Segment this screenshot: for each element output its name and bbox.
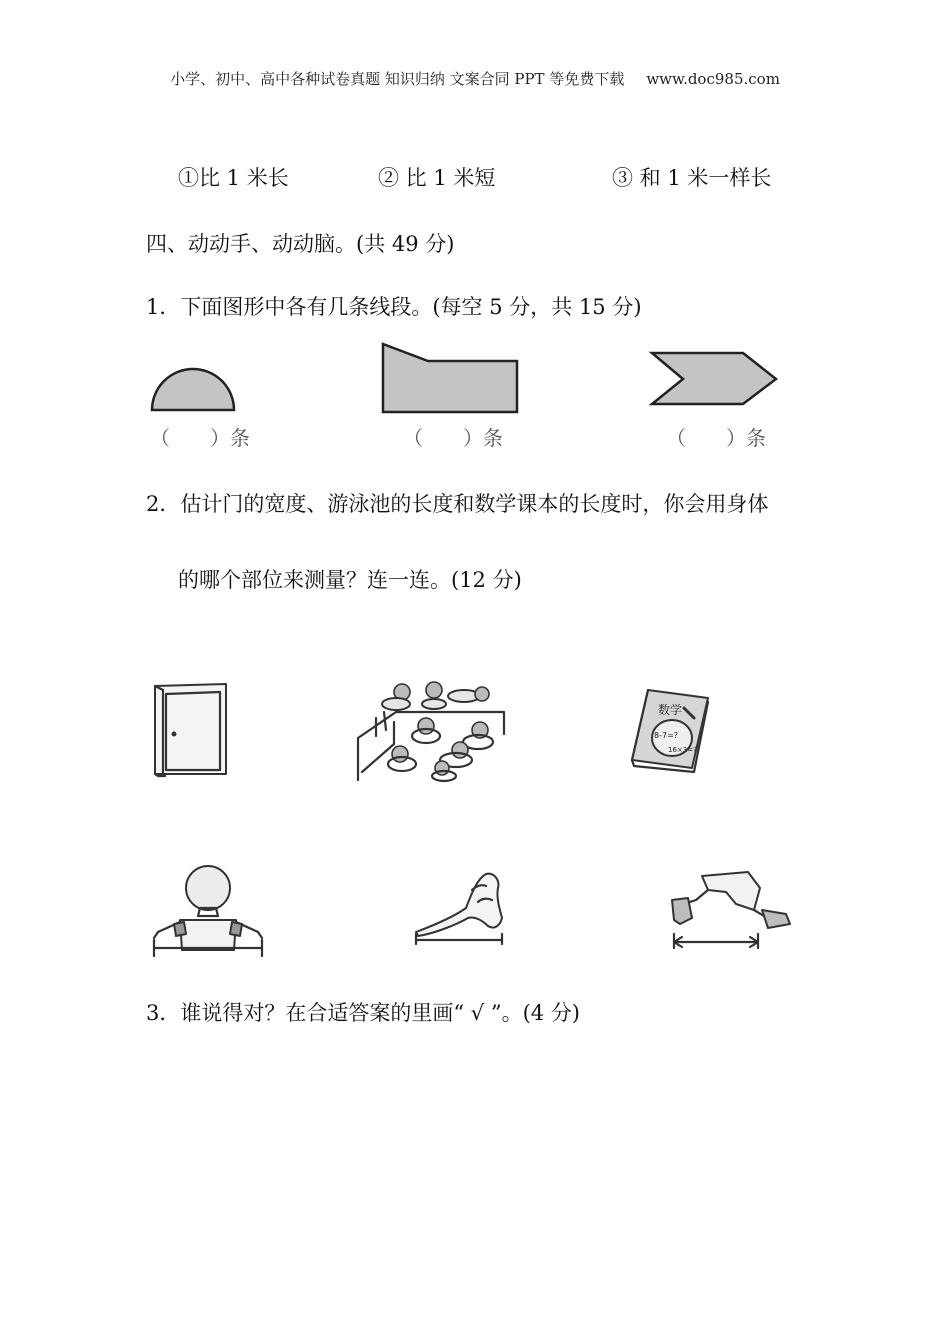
section-4-title: 四、动动手、动动脑。(共 49 分) <box>146 232 455 256</box>
swimmer-mid-top <box>422 682 446 709</box>
swimming-pool-picture <box>356 674 508 784</box>
door-picture <box>150 680 232 778</box>
swimmer-right-top <box>448 687 489 702</box>
q3-title: 3．谁说得对？在合适答案的里画“ √ ”。(4 分) <box>146 1001 580 1025</box>
book-math-1: 8-7=? <box>654 731 679 740</box>
book-math-2: 16×3=? <box>668 746 697 754</box>
swimmer-center <box>412 718 440 743</box>
pentagon-shape <box>380 340 522 416</box>
stride-picture <box>668 870 792 950</box>
q1-answer-2: （ ）条 <box>403 426 503 450</box>
page-header <box>0 68 950 89</box>
header-site: www.doc985.com <box>646 70 780 88</box>
option-1: ①比 1 米长 <box>178 166 289 190</box>
header-text: 小学、初中、高中各种试卷真题 知识归纳 文案合同 PPT 等免费下载 <box>170 70 625 88</box>
semicircle-shape <box>148 366 238 414</box>
swimmer-left-top <box>382 684 410 710</box>
arrow-chevron-shape <box>648 350 782 408</box>
arm-span-picture <box>150 864 268 958</box>
math-book-picture <box>628 686 712 772</box>
swimmer-bottom <box>432 761 456 781</box>
swimmer-bottom-left <box>388 746 416 771</box>
q1-title: 1．下面图形中各有几条线段。(每空 5 分，共 15 分) <box>146 295 642 319</box>
q2-title-line1: 2．估计门的宽度、游泳池的长度和数学课本的长度时，你会用身体 <box>146 492 769 516</box>
q1-answer-3: （ ）条 <box>666 426 766 450</box>
swimmer-right <box>463 722 493 749</box>
option-2: ② 比 1 米短 <box>378 166 496 190</box>
book-title-label: 数学 <box>658 703 683 717</box>
option-3: ③ 和 1 米一样长 <box>612 166 772 190</box>
hand-span-picture <box>412 868 508 944</box>
q1-answer-1: （ ）条 <box>150 426 250 450</box>
q2-title-line2: 的哪个部位来测量？连一连。(12 分) <box>178 568 522 592</box>
